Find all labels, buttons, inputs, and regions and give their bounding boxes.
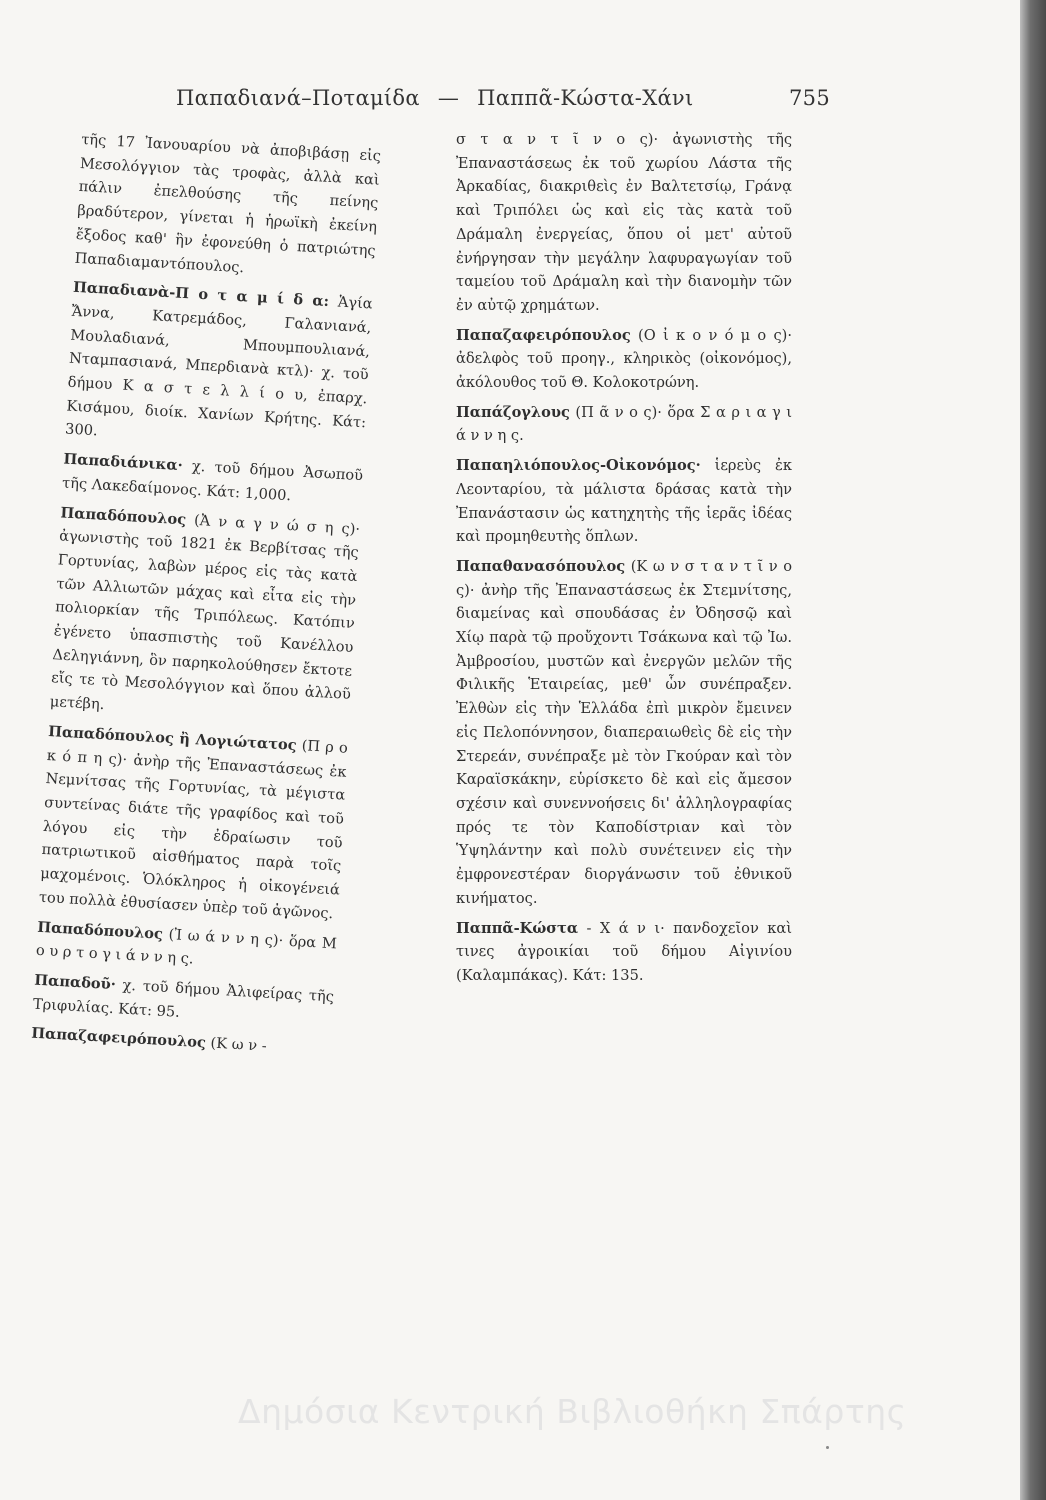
entry-text: (Ἀ ν α γ ν ώ σ η ς)· ἀγωνιστὴς τοῦ 1821 ἐκ Βερβίτσας τῆς Γορτυνίας, λαβὼν μέρος εἰς τὰς κατὰ τῶν Αλλιωτῶν μάχας καὶ εἶτα εἰς τὴν πολιορκίαν τῆς Τριπόλεως. Κατόπιν ἐγένετο ὑπασπιστὴς τοῦ Κανέλλου Δεληγιάννη, ὃν παρηκολούθησεν ἔκτοτε εἴς τε τὸ Μεσολόγγιον καὶ ὅπου ἀλλοῦ μετέβη. <box>49 510 361 714</box>
entry <box>35 915 337 979</box>
entry <box>456 917 792 988</box>
entry: τῆς 17 Ἰανουαρίου νὰ ἀποβιβάσῃ εἰς Μεσολόγγιον τὰς τροφὰς, ἀλλὰ καὶ πάλιν ἐπελθούσης τῆς πείνης βραδύτερον, γίνεται ἡ ἡρωϊκὴ ἐκείνη ἔξοδος καθ' ἣν ἐφονεύθη ὁ πατριώτης Παπαδιαμαντόπουλος. <box>74 130 382 276</box>
page-number: 755 <box>789 86 830 110</box>
entry-headword: Παπαζαφειρόπουλος <box>456 326 631 344</box>
entry-headword: Παππᾶ-Κώστα <box>456 919 579 937</box>
right-column <box>456 128 792 994</box>
header-left-title: Παπαδιανά–Ποταμίδα <box>176 86 420 110</box>
entry-text: (Π ρ ο κ ό π η ς)· ἀνὴρ τῆς Ἐπαναστάσεως ἐκ Νεμνίτσας τῆς Γορτυνίας, τὰ μέγιστα συντείνας διάτε τῆς γραφίδος καὶ τοῦ λόγου εἰς τὴν ἐδραίωσιν τοῦ πατριωτικοῦ αἰσθήματος παρὰ τοῖς μαχομένοις. Ὁλόκληρος ἡ οἰκογένειά του πολλὰ ἐθυσίασεν ὑπὲρ τοῦ ἀγῶνος. <box>38 736 349 923</box>
entry-headword: Παπαδοῦ· <box>33 971 117 994</box>
entry-headword: Παπαδόπουλος ἢ Λογιώτατος <box>47 722 298 754</box>
scan-edge-shadow <box>1020 0 1046 1500</box>
entry: σ τ α ν τ ῖ ν ο ς)· ἀγωνιστὴς τῆς Ἐπαναστάσεως ἐκ τοῦ χωρίου Λάστα τῆς Ἀρκαδίας, διακριθεὶς ἐν Βαλτετσίῳ, Γράνᾳ καὶ Τριπόλει ὡς καὶ εἰς τὰς κατὰ τοῦ Δράμαλη ἐνεργείας, ὅπου οἱ μετ' αὐτοῦ ἐνήργησαν τὴν μεγάλην λαφυραγωγίαν τοῦ ταμείου τοῦ Δράμαλη καὶ τὴν διανομὴν τῶν ἐν αὐτῷ χρημάτων. <box>456 131 792 314</box>
entry-text: (Κ ω ν σ τ α ν τ ῖ ν ο ς)· ἀνὴρ τῆς Ἐπαναστάσεως ἐκ Στεμνίτσης, διαμείνας καὶ σπουδάσας ἐν Ὀδησσῷ καὶ Χίῳ παρὰ τῷ προὔχοντι Τσάκωνα καὶ τῷ Ἰω. Ἀμβροσίου, μυστῶν καὶ ἐνεργῶν μελῶν τῆς Φιλικῆς Ἑταιρείας, μεθ' ὧν συνέπραξεν. Ἐλθὼν εἰς τὴν Ἑλλάδα ἐπὶ μικρὸν ἔμεινεν εἰς Πελοπόννησον, διαπεραιωθεὶς δὲ εἰς τὴν Στερεάν, συνέπραξε μὲ τὸν Γκούραν καὶ τὸν Καραϊσκάκην, εὑρίσκετο δὲ καὶ εἰς ἄμεσον σχέσιν καὶ συνεννοήσεις δι' ἀλληλογραφίας πρός τε τὸν Καποδίστριαν καὶ τὸν Ὑψηλάντην καὶ πολὺ συνέτεινεν εἰς τὴν ἐμφρονεστέραν διοργάνωσιν τοῦ ἐθνικοῦ κινήματος. <box>456 557 792 907</box>
entry-text: (Κ ω ν - <box>205 1034 268 1056</box>
entry-text: Ἁγία Ἄννα, Κατρεμάδος, Γαλανιανά, Μουλαδιανά, Μπουμπουλιανά, Νταμπασιανά, Μπερδιανὰ κτλ)· χ. τοῦ δήμου Κ α σ τ ε λ λ ί ο υ, ἐπαρχ. Κισάμου, διοίκ. Χανίων Κρήτης. Κάτ: 300. <box>64 293 374 440</box>
entry-headword: Παπαδόπουλος <box>60 503 187 528</box>
entry-headword: Παπαζαφειρόπουλος <box>30 1024 207 1052</box>
entry <box>61 448 363 512</box>
entry-text: χ. τοῦ δήμου Ἀλιφείρας τῆς Τριφυλίας. Κάτ: 95. <box>32 976 335 1021</box>
entry-headword: Παπαδόπουλος <box>36 918 164 943</box>
entry <box>64 276 373 458</box>
entry-text: - Χ ά ν ι· πανδοχεῖον καὶ τινες ἀγροικίαι τοῦ δήμου Αἰγινίου (Καλαμπάκας). Κάτ: 135. <box>456 919 792 984</box>
entry <box>456 555 792 911</box>
entry-text: (Ἰ ω ά ν ν η ς)· ὅρα Μ ο υ ρ τ ο γ ι ά ν ν η ς. <box>35 925 338 968</box>
entry-headword: Παπαδιανὰ-Π ο τ α μ ί δ α: <box>72 278 330 311</box>
scan-speck <box>826 1446 829 1449</box>
entry <box>456 401 792 448</box>
entry-headword: Παπάζογλους <box>456 403 570 421</box>
entry-text: (Ο ἰ κ ο ν ό μ ο ς)· ἀδελφὸς τοῦ προηγ., κληρικὸς (οἰκονόμος), ἀκόλουθος τοῦ Θ. Κολοκοτρώνη. <box>456 326 792 392</box>
entry <box>38 720 348 926</box>
entry-headword: Παπαηλιόπουλος-Οἰκονόμος· <box>456 457 701 475</box>
entry-headword: Παπαδιάνικα· <box>63 450 184 475</box>
entry <box>456 454 792 549</box>
header-dash: — <box>437 86 460 110</box>
entry-headword: Παπαθανασόπουλος <box>456 557 626 575</box>
entry-text: χ. τοῦ δήμου Ἀσωποῦ τῆς Λακεδαίμονος. Κάτ: 1,000. <box>61 457 364 505</box>
entry <box>456 324 792 395</box>
library-watermark: Δημόσια Κεντρική Βιβλιοθήκη Σπάρτης <box>238 1392 907 1431</box>
entry <box>32 969 334 1033</box>
entry <box>49 501 360 731</box>
entry-text: ἱερεὺς ἐκ Λεονταρίου, τὰ μάλιστα δράσας κατὰ τὴν Ἐπανάστασιν ὡς κατηχητὴς τῆς ἱερᾶς ἰδέας καὶ προμηθευτὴς ὅπλων. <box>456 457 792 546</box>
entry-text: (Π ᾶ ν ο ς)· ὅρα Σ α ρ ι α γ ι ά ν ν η ς. <box>456 403 792 445</box>
running-header <box>176 86 830 110</box>
header-right-title: Παππᾶ-Κώστα-Χάνι <box>477 86 694 110</box>
left-column <box>30 128 381 1068</box>
